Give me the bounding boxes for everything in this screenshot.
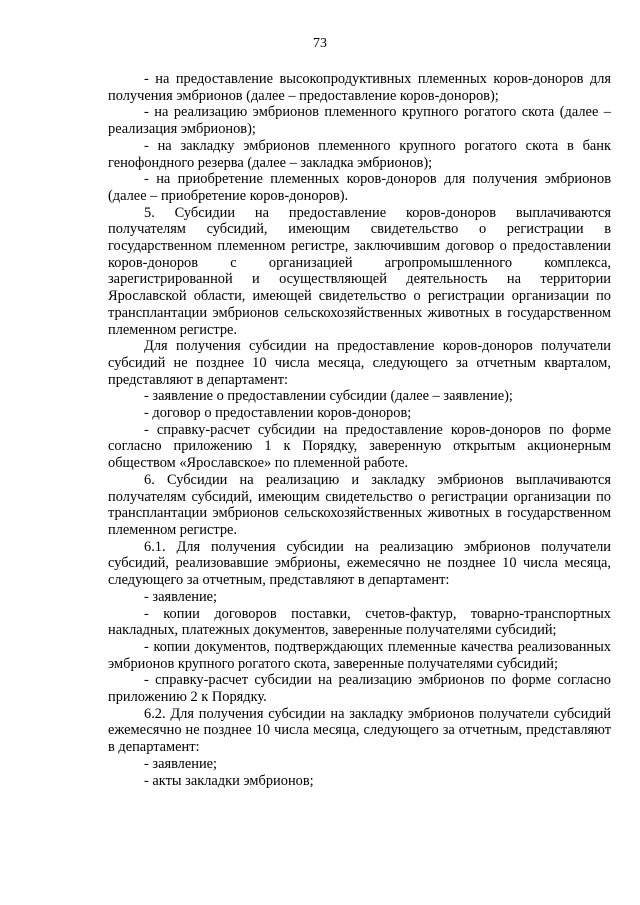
- paragraph-item-storage-acts: - акты закладки эмбрионов;: [144, 772, 314, 789]
- paragraph-clause-6: 6. Субсидии на реализацию и закладку эмбрионов выплачиваются получателям субсидий, имеющим свидетельство о регистрации организации по трансплантации эмбрионов сельскохозяйственных животных в государственном племенном регистре.: [108, 471, 611, 538]
- document-body: [108, 71, 611, 789]
- paragraph-item-calculation-1: - справку-расчет субсидии на предоставление коров-доноров по форме согласно приложению 1 к Порядку, заверенную открытым акционерным обществом «Ярославское» по племенной работе.: [108, 421, 611, 472]
- paragraph-item-calculation-2: - справку-расчет субсидии на реализацию эмбрионов по форме согласно приложению 2 к Порядку.: [108, 672, 611, 706]
- paragraph-item-application-3: - заявление;: [144, 755, 218, 772]
- paragraph-item-contract-copies: - копии договоров поставки, счетов-фактур, товарно-транспортных накладных, платежных документов, заверенные получателями субсидий;: [108, 605, 611, 639]
- paragraph-item-application: - заявление о предоставлении субсидии (далее – заявление);: [144, 388, 513, 405]
- paragraph-item-donor-cows: - на предоставление высокопродуктивных племенных коров-доноров для получения эмбрионов (далее – предоставление коров-доноров);: [108, 71, 611, 104]
- paragraph-clause-5-submission: Для получения субсидии на предоставление коров-доноров получатели субсидий не позднее 10 числа месяца, следующего за отчетным кварталом, представляют в департамент:: [108, 338, 611, 388]
- paragraph-item-contract: - договор о предоставлении коров-доноров;: [144, 405, 412, 422]
- paragraph-item-embryo-storage: - на закладку эмбрионов племенного крупного рогатого скота в банк генофондного резерва (далее – закладка эмбрионов);: [108, 137, 611, 171]
- paragraph-item-embryo-sale: - на реализацию эмбрионов племенного крупного рогатого скота (далее – реализация эмбрионов);: [108, 104, 611, 138]
- paragraph-clause-6-2: 6.2. Для получения субсидии на закладку эмбрионов получатели субсидий ежемесячно не позднее 10 числа месяца, следующего за отчетным, представляют в департамент:: [108, 705, 611, 756]
- paragraph-item-application-2: - заявление;: [144, 588, 218, 605]
- paragraph-clause-5: 5. Субсидии на предоставление коров-доноров выплачиваются получателям субсидий, имеющим свидетельство о регистрации в государственном племенном регистре, заключившим договор о предоставлении коров-доноров с организацией агропромышленного комплекса, зарегистрированной и осуществляющей деятельность на территории Ярославской области, имеющей свидетельство о регистрации организации по трансплантации эмбрионов сельскохозяйственных животных в государственном племенном регистре.: [108, 204, 611, 338]
- paragraph-clause-6-1: 6.1. Для получения субсидии на реализацию эмбрионов получатели субсидий, реализовавшие эмбрионы, ежемесячно не позднее 10 числа месяца, следующего за отчетным, представляют в департамент:: [108, 538, 611, 589]
- paragraph-item-donor-purchase: - на приобретение племенных коров-доноров для получения эмбрионов (далее – приобретение коров-доноров).: [108, 171, 611, 204]
- page-number: 73: [313, 36, 327, 51]
- paragraph-item-breeding-docs: - копии документов, подтверждающих племенные качества реализованных эмбрионов крупного рогатого скота, заверенные получателями субсидий;: [108, 638, 611, 672]
